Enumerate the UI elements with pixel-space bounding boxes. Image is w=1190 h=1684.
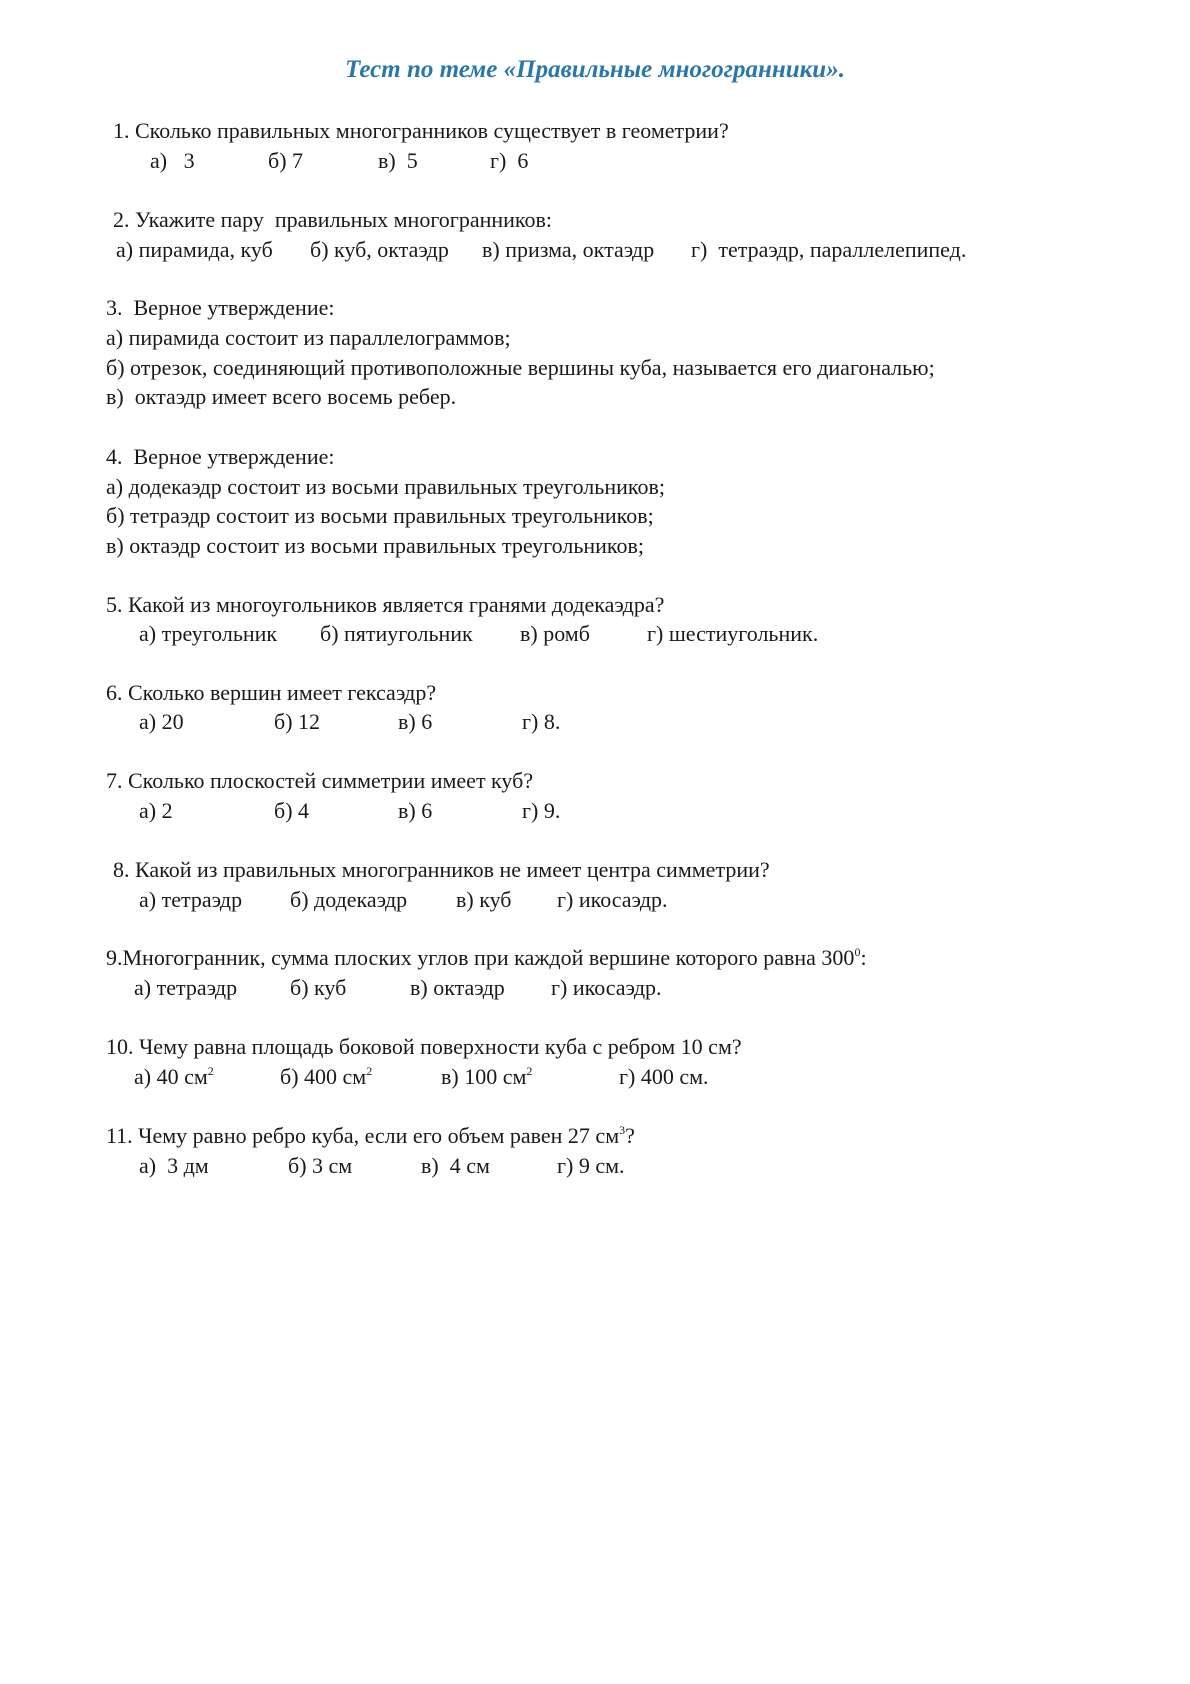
cubic-superscript: 3	[619, 1123, 626, 1137]
q10-option-d: г) 400 см.	[619, 1064, 709, 1089]
q11-option-c: в) 4 см	[421, 1153, 490, 1178]
q8-option-d: г) икосаэдр.	[557, 887, 668, 912]
q6-option-a: а) 20	[139, 709, 184, 734]
q10-option-b	[280, 1066, 372, 1088]
question-10: 10. Чему равна площадь боковой поверхности куба с ребром 10 см?	[106, 1034, 742, 1059]
q5-option-c: в) ромб	[520, 621, 590, 646]
question-6: 6. Сколько вершин имеет гексаэдр?	[106, 680, 437, 705]
question-7: 7. Сколько плоскостей симметрии имеет куб?	[106, 768, 534, 793]
q1-option-c: в) 5	[378, 148, 418, 173]
q3-option-a: а) пирамида состоит из параллелограммов;	[106, 325, 511, 350]
q10-option-b-sup: 2	[366, 1064, 373, 1078]
q2-option-b: б) куб, октаэдр	[310, 237, 449, 262]
q3-option-c: в) октаэдр имеет всего восемь ребер.	[106, 384, 457, 409]
q1-option-d: г) 6	[490, 148, 529, 173]
q10-option-c-sup: 2	[526, 1064, 533, 1078]
q9-option-d: г) икосаэдр.	[551, 975, 662, 1000]
q5-option-d: г) шестиугольник.	[647, 621, 819, 646]
question-8: 8. Какой из правильных многогранников не имеет центра симметрии?	[113, 857, 770, 882]
q3-option-b: б) отрезок, соединяющий противоположные вершины куба, называется его диагональю;	[106, 355, 935, 380]
q4-option-a: а) додекаэдр состоит из восьми правильных треугольников;	[106, 474, 665, 499]
q10-option-b-text: б) 400 см	[280, 1064, 367, 1089]
q7-option-c: в) 6	[398, 798, 433, 823]
q8-option-a: а) тетраэдр	[139, 887, 243, 912]
q6-option-d: г) 8.	[522, 709, 561, 734]
page-title: Тест по теме «Правильные многогранники».	[345, 56, 845, 83]
q2-option-d: г) тетраэдр, параллелепипед.	[691, 237, 967, 262]
q9-option-c: в) октаэдр	[410, 975, 505, 1000]
q10-option-c	[441, 1066, 532, 1088]
degree-superscript: 0	[854, 945, 861, 959]
q5-option-a: а) треугольник	[139, 621, 278, 646]
question-9-colon: :	[860, 945, 867, 970]
q2-option-c: в) призма, октаэдр	[482, 237, 655, 262]
question-4: 4. Верное утверждение:	[106, 444, 335, 469]
question-2: 2. Укажите пару правильных многогранников:	[113, 207, 552, 232]
question-11	[106, 1125, 635, 1147]
question-1: 1. Сколько правильных многогранников существует в геометрии?	[113, 118, 729, 143]
question-11-text: 11. Чему равно ребро куба, если его объем равен 27 см	[106, 1123, 620, 1148]
q10-option-a-sup: 2	[207, 1064, 214, 1078]
q7-option-d: г) 9.	[522, 798, 561, 823]
question-5: 5. Какой из многоугольников является гранями додекаэдра?	[106, 592, 665, 617]
q8-option-c: в) куб	[456, 887, 512, 912]
q10-option-a	[134, 1066, 214, 1088]
q4-option-c: в) октаэдр состоит из восьми правильных треугольников;	[106, 533, 644, 558]
q10-option-a-text: а) 40 см	[134, 1064, 208, 1089]
q8-option-b: б) додекаэдр	[290, 887, 408, 912]
q2-option-a: а) пирамида, куб	[116, 237, 273, 262]
q11-option-d: г) 9 см.	[557, 1153, 625, 1178]
q9-option-a: а) тетраэдр	[134, 975, 238, 1000]
q7-option-b: б) 4	[274, 798, 310, 823]
q5-option-b: б) пятиугольник	[320, 621, 473, 646]
q6-option-b: б) 12	[274, 709, 321, 734]
question-3: 3. Верное утверждение:	[106, 295, 335, 320]
q6-option-c: в) 6	[398, 709, 433, 734]
question-11-mark: ?	[625, 1123, 635, 1148]
q9-option-b: б) куб	[290, 975, 347, 1000]
q11-option-a: а) 3 дм	[139, 1153, 209, 1178]
q7-option-a: а) 2	[139, 798, 173, 823]
q4-option-b: б) тетраэдр состоит из восьми правильных треугольников;	[106, 503, 654, 528]
q1-option-a: а) 3	[150, 148, 195, 173]
q11-option-b: б) 3 см	[288, 1153, 353, 1178]
question-9	[106, 947, 867, 969]
q10-option-c-text: в) 100 см	[441, 1064, 527, 1089]
question-9-text: 9.Многогранник, сумма плоских углов при каждой вершине которого равна 300	[106, 945, 855, 970]
q1-option-b: б) 7	[268, 148, 304, 173]
